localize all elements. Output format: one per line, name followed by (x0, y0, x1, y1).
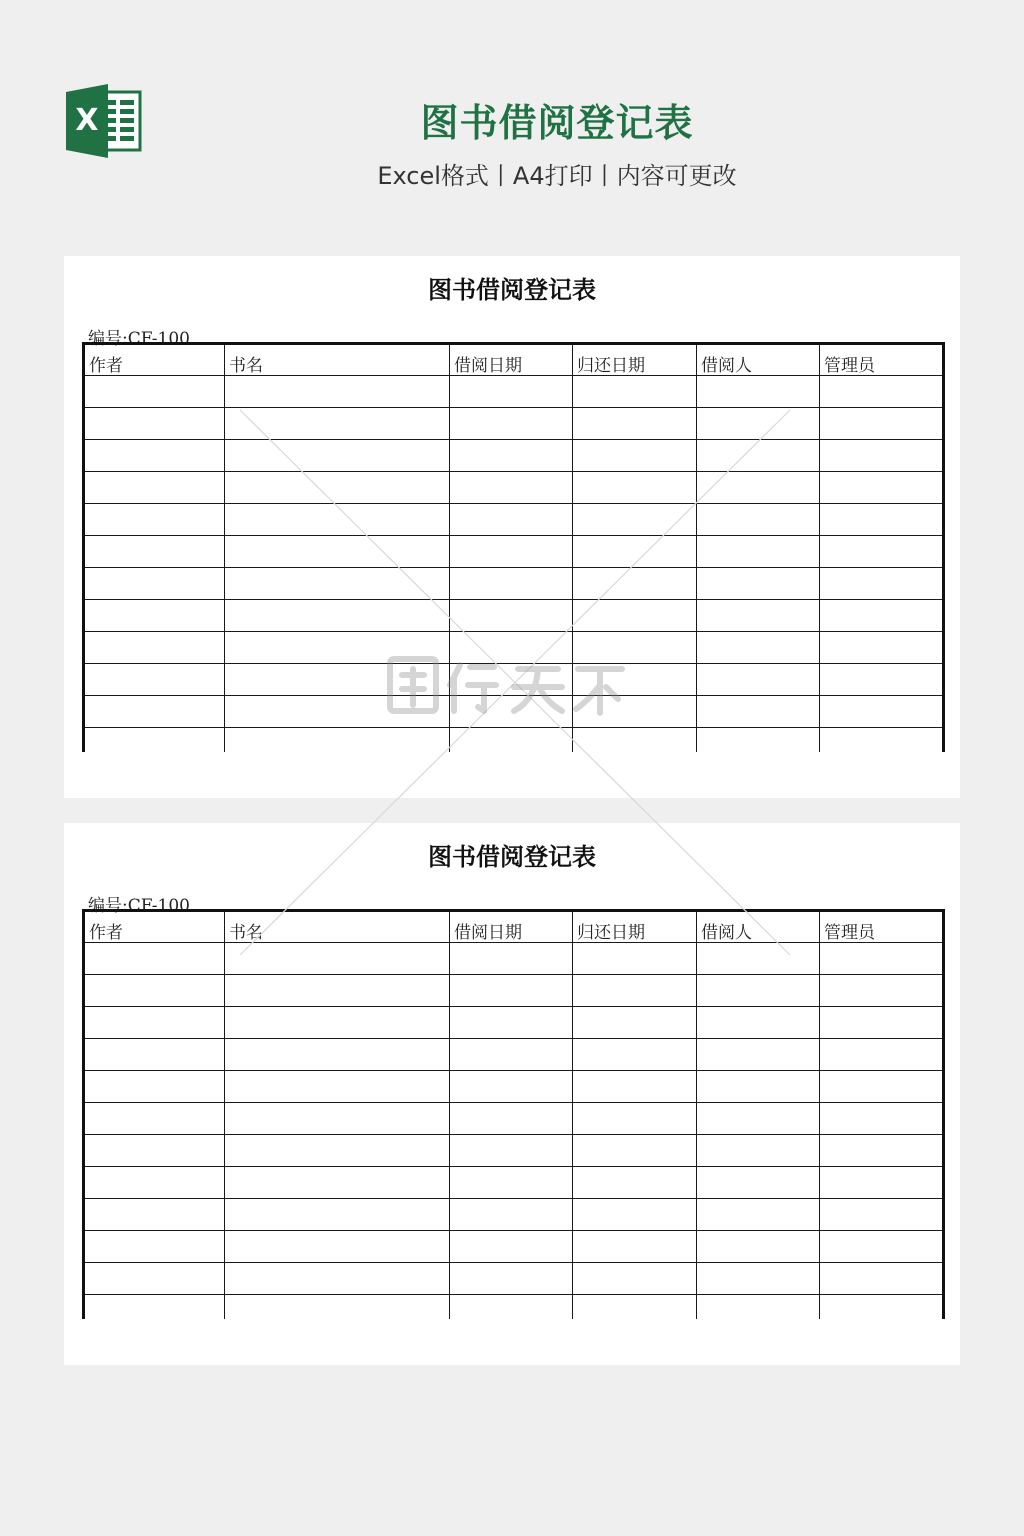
table-cell[interactable] (450, 536, 573, 568)
table-cell[interactable] (84, 1167, 225, 1199)
table-cell[interactable] (697, 1231, 820, 1263)
table-cell[interactable] (820, 1135, 944, 1167)
table-cell[interactable] (697, 632, 820, 664)
table-cell[interactable] (84, 696, 225, 728)
table-cell[interactable] (450, 1231, 573, 1263)
table-cell[interactable] (84, 504, 225, 536)
table-cell[interactable] (573, 975, 697, 1007)
table-cell[interactable] (820, 1071, 944, 1103)
table-cell[interactable] (573, 943, 697, 975)
table-cell[interactable] (450, 943, 573, 975)
column-header-borrow-date: 借阅日期 (450, 344, 573, 376)
table-cell[interactable] (450, 1007, 573, 1039)
table-cell[interactable] (820, 1199, 944, 1231)
table-row (84, 504, 944, 536)
table-cell[interactable] (820, 1039, 944, 1071)
table-row (84, 1135, 944, 1167)
table-row (84, 472, 944, 504)
table-cell[interactable] (84, 975, 225, 1007)
table-cell[interactable] (84, 1103, 225, 1135)
table-cell[interactable] (820, 943, 944, 975)
table-cell[interactable] (573, 504, 697, 536)
table-cell[interactable] (820, 1167, 944, 1199)
table-cell[interactable] (84, 536, 225, 568)
table-cell[interactable] (450, 568, 573, 600)
table-cell[interactable] (697, 943, 820, 975)
table-cell[interactable] (225, 696, 450, 728)
table-cell[interactable] (450, 1039, 573, 1071)
column-header-borrower: 借阅人 (697, 344, 820, 376)
table-cell[interactable] (450, 376, 573, 408)
column-header-return-date: 归还日期 (573, 911, 697, 943)
table-row (84, 536, 944, 568)
table-row (84, 1167, 944, 1199)
table-row (84, 728, 944, 752)
table-cell[interactable] (450, 1295, 573, 1319)
column-header-author: 作者 (84, 344, 225, 376)
column-header-return-date: 归还日期 (573, 344, 697, 376)
table-row (84, 440, 944, 472)
table-row (84, 600, 944, 632)
table-row (84, 568, 944, 600)
table-cell[interactable] (573, 1135, 697, 1167)
table-cell[interactable] (573, 1103, 697, 1135)
table-cell[interactable] (225, 1103, 450, 1135)
table-cell[interactable] (450, 408, 573, 440)
table-cell[interactable] (450, 1135, 573, 1167)
table-cell[interactable] (697, 1135, 820, 1167)
table-body (84, 943, 944, 1319)
table-cell[interactable] (84, 376, 225, 408)
table-cell[interactable] (697, 1071, 820, 1103)
excel-logo-icon (66, 84, 144, 158)
table-cell[interactable] (697, 440, 820, 472)
table-cell[interactable] (225, 1295, 450, 1319)
sheet-number: 编号:CF-100 (88, 896, 190, 916)
table-cell[interactable] (697, 376, 820, 408)
sheet-title: 图书借阅登记表 (428, 842, 596, 871)
table-row (84, 1071, 944, 1103)
table-cell[interactable] (225, 632, 450, 664)
table-cell[interactable] (450, 664, 573, 696)
table-cell[interactable] (225, 1135, 450, 1167)
table-cell[interactable] (450, 1103, 573, 1135)
table-cell[interactable] (225, 1007, 450, 1039)
table-cell[interactable] (450, 975, 573, 1007)
table-cell[interactable] (820, 1007, 944, 1039)
table-cell[interactable] (225, 504, 450, 536)
table-cell[interactable] (225, 1071, 450, 1103)
table-cell[interactable] (573, 536, 697, 568)
table-cell[interactable] (573, 472, 697, 504)
table-cell[interactable] (820, 568, 944, 600)
table-cell[interactable] (450, 728, 573, 752)
table-cell[interactable] (573, 568, 697, 600)
table-cell[interactable] (573, 632, 697, 664)
table-row (84, 408, 944, 440)
table-cell[interactable] (84, 408, 225, 440)
table-cell[interactable] (225, 600, 450, 632)
table-cell[interactable] (450, 632, 573, 664)
table-cell[interactable] (84, 1039, 225, 1071)
sheet-panel-2 (64, 823, 960, 1365)
column-header-author: 作者 (84, 911, 225, 943)
table-cell[interactable] (84, 632, 225, 664)
table-cell[interactable] (573, 1231, 697, 1263)
table-cell[interactable] (573, 1263, 697, 1295)
table-cell[interactable] (225, 440, 450, 472)
table-cell[interactable] (573, 1199, 697, 1231)
table-cell[interactable] (573, 376, 697, 408)
table-cell[interactable] (225, 975, 450, 1007)
page-subtitle: Excel格式丨A4打印丨内容可更改 (377, 162, 737, 190)
table-cell[interactable] (573, 440, 697, 472)
table-cell[interactable] (450, 1199, 573, 1231)
table-cell[interactable] (225, 1199, 450, 1231)
table-row (84, 1007, 944, 1039)
table-cell[interactable] (697, 568, 820, 600)
table-cell[interactable] (84, 1071, 225, 1103)
table-cell[interactable] (450, 600, 573, 632)
table-cell[interactable] (84, 1135, 225, 1167)
ledger-table (82, 342, 945, 752)
table-cell[interactable] (820, 1103, 944, 1135)
table-row (84, 1103, 944, 1135)
table-cell[interactable] (450, 472, 573, 504)
table-cell[interactable] (573, 1039, 697, 1071)
column-header-librarian: 管理员 (820, 344, 944, 376)
table-cell[interactable] (84, 568, 225, 600)
table-cell[interactable] (697, 1007, 820, 1039)
table-row (84, 696, 944, 728)
table-cell[interactable] (697, 536, 820, 568)
table-cell[interactable] (820, 1231, 944, 1263)
table-cell[interactable] (84, 1231, 225, 1263)
table-cell[interactable] (225, 376, 450, 408)
sheet-number: 编号:CF-100 (88, 329, 190, 349)
table-cell[interactable] (697, 408, 820, 440)
column-header-librarian: 管理员 (820, 911, 944, 943)
ledger-table (82, 909, 945, 1319)
table-header-row (84, 911, 944, 943)
table-cell[interactable] (573, 728, 697, 752)
table-cell[interactable] (820, 632, 944, 664)
table-cell[interactable] (697, 696, 820, 728)
table-cell[interactable] (450, 440, 573, 472)
table-cell[interactable] (450, 1071, 573, 1103)
table-cell[interactable] (697, 728, 820, 752)
table-cell[interactable] (697, 600, 820, 632)
table-row (84, 1231, 944, 1263)
table-cell[interactable] (573, 696, 697, 728)
table-row (84, 975, 944, 1007)
table-cell[interactable] (573, 1007, 697, 1039)
table-cell[interactable] (225, 568, 450, 600)
column-header-borrower: 借阅人 (697, 911, 820, 943)
table-cell[interactable] (84, 664, 225, 696)
table-cell[interactable] (820, 504, 944, 536)
table-cell[interactable] (697, 1167, 820, 1199)
table-cell[interactable] (84, 1263, 225, 1295)
table-cell[interactable] (820, 536, 944, 568)
table-cell[interactable] (450, 504, 573, 536)
table-row (84, 664, 944, 696)
table-cell[interactable] (450, 1167, 573, 1199)
table-cell[interactable] (225, 1039, 450, 1071)
sheet-panel-1 (64, 256, 960, 798)
table-cell[interactable] (225, 1167, 450, 1199)
table-cell[interactable] (84, 1007, 225, 1039)
table-cell[interactable] (84, 1295, 225, 1319)
table-cell[interactable] (820, 696, 944, 728)
table-cell[interactable] (84, 440, 225, 472)
table-cell[interactable] (820, 728, 944, 752)
table-cell[interactable] (84, 943, 225, 975)
table-cell[interactable] (573, 600, 697, 632)
sheet-title: 图书借阅登记表 (428, 275, 596, 304)
table-cell[interactable] (697, 975, 820, 1007)
table-cell[interactable] (225, 664, 450, 696)
table-cell[interactable] (225, 943, 450, 975)
table-cell[interactable] (573, 664, 697, 696)
page-title: 图书借阅登记表 (420, 101, 694, 145)
table-row (84, 1263, 944, 1295)
table-cell[interactable] (697, 472, 820, 504)
table-cell[interactable] (225, 408, 450, 440)
table-cell[interactable] (697, 1103, 820, 1135)
table-cell[interactable] (697, 1263, 820, 1295)
table-cell[interactable] (573, 1295, 697, 1319)
table-cell[interactable] (820, 472, 944, 504)
table-cell[interactable] (84, 472, 225, 504)
table-row (84, 632, 944, 664)
table-cell[interactable] (820, 1263, 944, 1295)
table-row (84, 1039, 944, 1071)
table-cell[interactable] (225, 1231, 450, 1263)
table-cell[interactable] (820, 600, 944, 632)
table-cell[interactable] (820, 440, 944, 472)
table-cell[interactable] (697, 1039, 820, 1071)
table-cell[interactable] (450, 1263, 573, 1295)
table-cell[interactable] (84, 728, 225, 752)
table-cell[interactable] (820, 975, 944, 1007)
table-cell[interactable] (697, 664, 820, 696)
table-row (84, 1199, 944, 1231)
table-cell[interactable] (697, 504, 820, 536)
table-cell[interactable] (573, 1071, 697, 1103)
column-header-book-title: 书名 (225, 911, 450, 943)
table-cell[interactable] (697, 1199, 820, 1231)
table-cell[interactable] (697, 1295, 820, 1319)
table-cell[interactable] (573, 1167, 697, 1199)
column-header-book-title: 书名 (225, 344, 450, 376)
table-cell[interactable] (84, 1199, 225, 1231)
table-cell[interactable] (225, 1263, 450, 1295)
table-cell[interactable] (84, 600, 225, 632)
table-cell[interactable] (820, 1295, 944, 1319)
excel-logo-letter: X (75, 103, 99, 138)
table-cell[interactable] (820, 376, 944, 408)
table-cell[interactable] (820, 664, 944, 696)
table-cell[interactable] (225, 728, 450, 752)
table-row (84, 943, 944, 975)
table-header-row (84, 344, 944, 376)
table-row (84, 1295, 944, 1319)
table-row (84, 376, 944, 408)
table-cell[interactable] (225, 472, 450, 504)
table-cell[interactable] (450, 696, 573, 728)
table-cell[interactable] (225, 536, 450, 568)
table-cell[interactable] (820, 408, 944, 440)
table-body (84, 376, 944, 752)
column-header-borrow-date: 借阅日期 (450, 911, 573, 943)
table-cell[interactable] (573, 408, 697, 440)
